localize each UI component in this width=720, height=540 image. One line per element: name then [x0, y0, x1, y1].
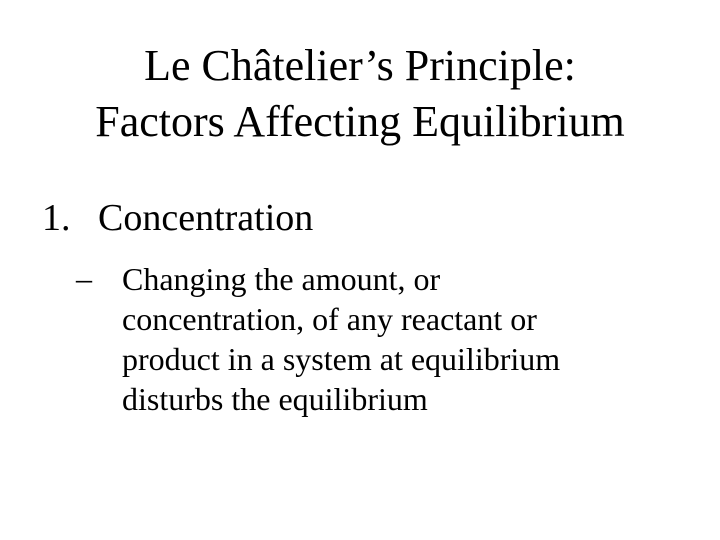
list-item-number: 1.	[42, 197, 71, 239]
sub-bullet-line: disturbs the equilibrium	[122, 381, 428, 417]
sub-bullet-line: Changing the amount, or	[122, 261, 441, 297]
title-line: Le Châtelier’s Principle:	[144, 41, 576, 90]
sub-bullet-text	[122, 259, 702, 419]
list-item-heading: Concentration	[98, 197, 314, 239]
title-line: Factors Affecting Equilibrium	[95, 97, 625, 146]
sub-bullet-marker: –	[76, 260, 92, 296]
sub-bullet-line: product in a system at equilibrium	[122, 341, 561, 377]
slide-title	[0, 38, 720, 150]
sub-bullet-line: concentration, of any reactant or	[122, 301, 537, 337]
